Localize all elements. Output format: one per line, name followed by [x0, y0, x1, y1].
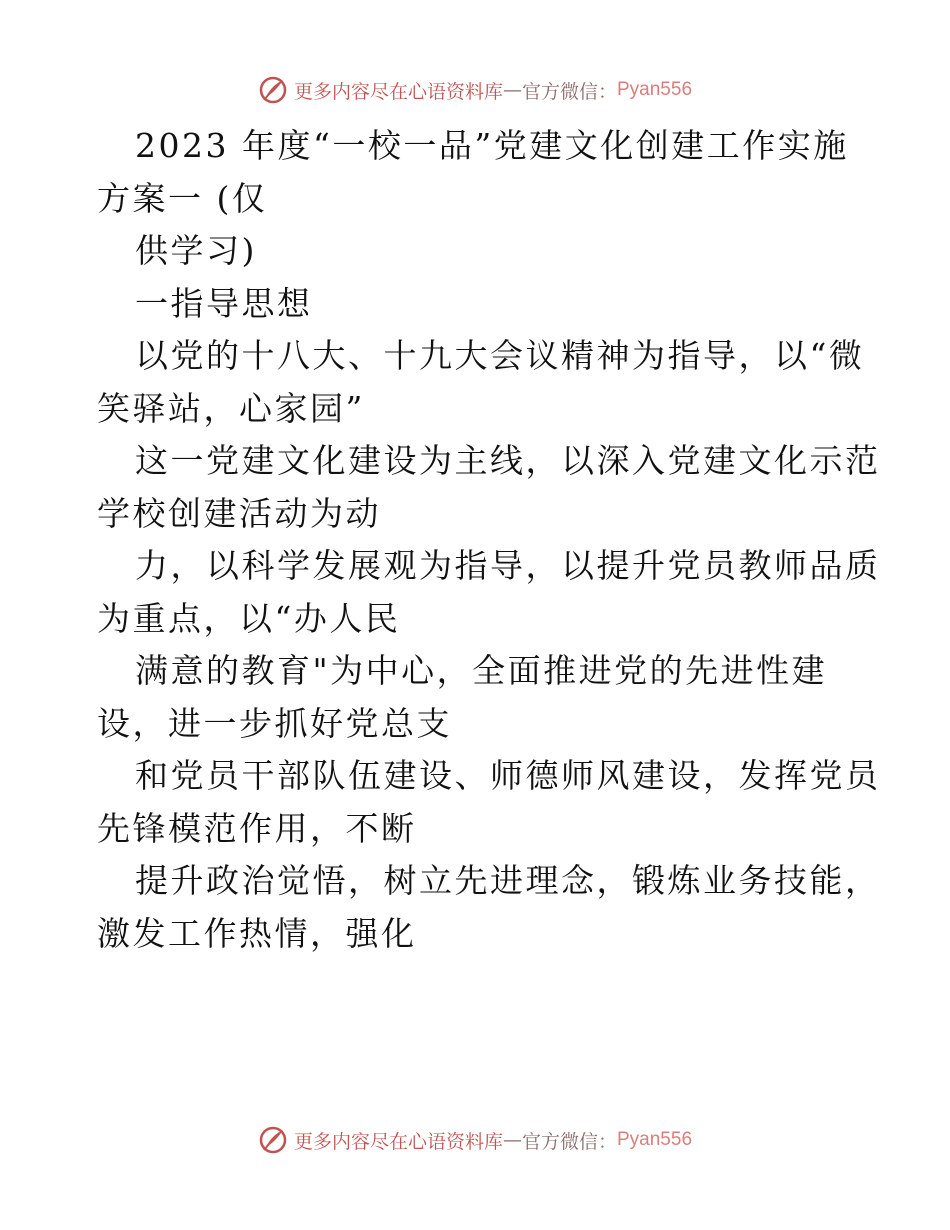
footer-watermark — [0, 1120, 950, 1160]
paragraph-line: 笑驿站，心家园” — [97, 388, 365, 428]
paragraph-line: 设，进一步抓好党总支 — [97, 703, 452, 743]
quill-logo-icon — [258, 75, 288, 105]
paragraph-line: 先锋模范作用，不断 — [97, 808, 417, 848]
section-heading: 一指导思想 — [135, 283, 313, 323]
watermark-wechat-id: Pyan556 — [617, 1129, 693, 1150]
document-title-line-3: 供学习) — [135, 231, 257, 270]
watermark-wechat-id: Pyan556 — [617, 79, 693, 100]
paragraph-line: 以党的十八大、十九大会议精神为指导，以“微 — [135, 336, 865, 375]
paragraph-line: 学校创建活动为动 — [97, 493, 381, 533]
paragraph-line: 提升政治觉悟，树立先进理念，锻炼业务技能， — [135, 861, 881, 900]
watermark-wechat-label: 官方微信： — [521, 1130, 617, 1153]
paragraph-line: 力，以科学发展观为指导，以提升党员教师品质 — [135, 546, 881, 585]
watermark-text: 更多内容尽在心语资料库 — [293, 1130, 503, 1153]
watermark-separator: — — [502, 79, 522, 101]
header-watermark — [0, 70, 950, 110]
document-title-line-1: 2023 年度“一校一品”党建文化创建工作实施 — [135, 126, 849, 165]
quill-logo-icon — [258, 1125, 288, 1155]
paragraph-line: 这一党建文化建设为主线，以深入党建文化示范 — [135, 441, 881, 480]
document-title-line-2: 方案一 (仅 — [97, 178, 268, 218]
document-body — [97, 120, 881, 960]
watermark-wechat-label: 官方微信： — [521, 80, 617, 103]
watermark-separator: — — [502, 1129, 522, 1151]
paragraph-line: 激发工作热情，强化 — [97, 913, 417, 953]
paragraph-line: 为重点，以“办人民 — [97, 598, 401, 638]
watermark-text: 更多内容尽在心语资料库 — [293, 80, 503, 103]
paragraph-line: 和党员干部队伍建设、师德师风建设，发挥党员 — [135, 756, 881, 795]
paragraph-line: 满意的教育"为中心，全面推进党的先进性建 — [135, 651, 828, 690]
